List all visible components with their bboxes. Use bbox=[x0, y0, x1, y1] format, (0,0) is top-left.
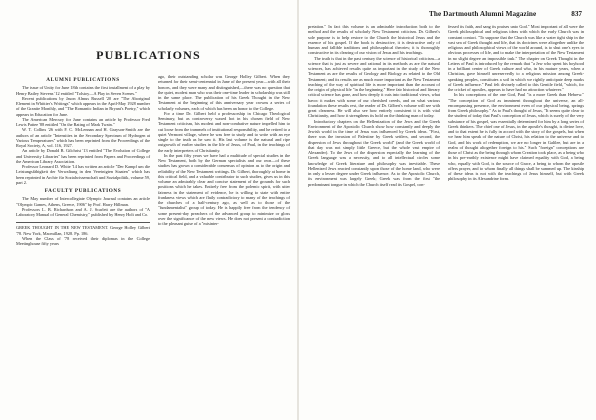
right-column-2 bbox=[448, 24, 584, 182]
paragraph: W. T. Collins '26 with F. C. McLennan and H. Grayson-Smith are the authors of an article "Intensities in the Secondary Spectrum of Hydrogen at Various Temperatures" which has been reprinted from the Proceedings of the Royal Society, A, vol. 116, 1927. bbox=[16, 127, 150, 148]
paragraph: In his conceptions of the one God, Paul "is a more Greek than Hebrew." "The conception of God as imminent throughout the universe, an all-encompassing presence, the environment even of our physical being, springs from Greek philosophy." As to Paul's thought of Jesus, "It seems quite clear to the student of today that Paul's conception of Jesus, which is surely of the very substance of his gospel, was essentially determined for him by a long series of Greek thinkers. The chief one of Jesus, in the apostle's thought, is divine love, and to that extent he is fully in accord with the story of the gospels, but when we hear him speak of the nature of Christ, his relation to the universe and to God, and his work of redemption, we are no longer in Galilee, but are in a realm of thought altogether foreign to his." Such "foreign" conceptions are those of Christ as the being through whom Creation took place, as a being who in his pre-earthly existence might have claimed equality with God, a being who, equally with God, is the source of Grace, a being to whom the apostle offers prayer, and to whom finally all things shall be summed up. The kinship of these ideas is not with the teachings of Jesus himself, but with Greek philosophy in its Alexandrine form. bbox=[448, 92, 584, 182]
paragraph: ago, their outstanding scholar was George Holley Gilbert. When they returned for their semi-centennial in June of the present year—with all their honors, and they were many and distinguished,—there was no question that the quiet, modest man who was their one-time leader in scholarship was still in the same place. The publication of his Greek Thought in the New Testament at the beginning of this anniversary year crowns a series of scholarly volumes, each of which has been an honor to the College. bbox=[158, 74, 290, 111]
left-column-1 bbox=[16, 74, 150, 246]
paragraph: Professor Leonard D. White '14 has written an article "Der Kampf um die Leistungsfähigkeit der Verwaltung in den Vereinigten Staaten" which has been reprinted in Archiv für Sozialwissenschaft und Sozialpolitik, volume 59, part 2. bbox=[16, 164, 150, 185]
paragraph: An article by Donald B. Gilchrist '13 entitled "The Evolution of College and University Libraries" has been reprinted from Papers and Proceedings of the American Library Association. bbox=[16, 148, 150, 164]
page-number: 837 bbox=[571, 10, 582, 18]
section-divider bbox=[16, 222, 150, 223]
paragraph: fessed its faith, and sang its praises unto God." Most important of all were the Greek philosophical and religious ideas with which the early Church was in constant contact. "To suppose that the Church was like a water tight ship in the vast sea of Greek thought and life, that its doctrines were altogether unlike the religious and philosophical views of the world around, is to shut one's eyes to obvious processes of life, and to make the interpretation of the New Testament in no slight degree an impossible task." The chapter on Greek Thought in the Letters of Paul is introduced by the remark that "a Jew who spent his boyhood in a brilliant center of Greek culture and who, in his mature years, when a Christian, gave himself unreservedly to a religious mission among Greek-speaking peoples, constitutes a soil in which we rightly anticipate deep marks of Greek influence." Paul felt divinely called to this Gentile field, "which, for the cricket of apostles, appears to have had no attraction whatever." bbox=[448, 24, 584, 92]
faculty-publications-heading: FACULTY PUBLICATIONS bbox=[44, 188, 122, 194]
paragraph: The May number of Intercollegiate Olympic Journal contains an article "Olympic Games, Athens, Greece, 1906" by Prof. Harry Hillman. bbox=[16, 196, 150, 207]
paragraph: The truth is that in the past century the science of historical criticism—a science that is just as severe and rational in its methods as are the natural sciences, has achieved results quite as important in the study of the New Testament as are the results of Geology and Biology as related to the Old Testament; and its results are as much more important as the New Testament teaching of the way of spiritual life is more important than the account of the origin of physical life "in the beginning." Here fair historical and literary critical science has gone, and how deeply it cuts into traditional views, what havoc it makes with some of our cherished creeds, and on what various foundation these results rest, the reader of Dr. Gilbert's volume will see with great clearness. He will also see how entirely consistent it is with vital Christianity, and how it strengthens its hold on the thinking man of today. bbox=[308, 55, 440, 119]
right-page bbox=[299, 0, 596, 420]
paragraph: For a time Dr. Gilbert held a professorship in Chicago Theological Seminary, but as controversy waxed hot in his chosen field of New Testament criticism, his modest and non-combative nature impelled him to cut loose from the trammels of institutional responsibility, and he retired to a quiet Vermont village, where he was free to study and to write with an eye single to the truth as he saw it. His last volume is the natural and ripe outgrowth of earlier studies in the life of Jesus, of Paul, in the teachings of the early interpreters of Christianity. bbox=[158, 110, 290, 153]
page-title: PUBLICATIONS bbox=[96, 48, 201, 62]
paragraph: The American Mercury for June contains an article by Professor Fred Lewis Pattee '88 entitled "On the Rating of Mark Twain." bbox=[16, 116, 150, 127]
paragraph: pretation." In fact this volume is an admirable introduction both to the method and the results of scholarly New Testament criticism. Dr. Gilbert's sole purpose is to help restore to the Church the historical Jesus and the essence of his gospel. If the book is destructive, it is destructive only of human and fallible traditions and philosophical theories; it is thoroughly constructive in its clearing of our vision of Jesus and his teachings. bbox=[308, 24, 440, 56]
paragraph: Professors L. B. Richardson and A. J. Scarlett are the authors of "A Laboratory Manual of General Chemistry," published by Henry Holt and Co. bbox=[16, 206, 150, 217]
right-column-1 bbox=[308, 24, 440, 187]
left-page bbox=[0, 0, 297, 420]
paragraph: In the past fifty years we have had a multitude of special studies in the New Testament, both by the German specialists and our own—of these studies has grown a considerable consensus of opinion as to the origin and reliability of the New Testament writings. Dr. Gilbert, thoroughly at home in this critical field, and a valuable contributor to such studies, gives us in this volume an admirably clear and concise statement of the grounds for such positions which he takes. Entirely free from the polemic spirit, with utter fairness in the statement of evidence, he is willing to state with entire frankness views which are flatly contradictory to many of the teachings of the churches of a half-century ago, as well as to those of the "fundamentalist" group of today. He is happily free from the tendency of some present-day preachers of the advanced group to minimize or gloss over the significance of the new views. He does not present a contradiction to the pleasant guise of a "misinter- bbox=[158, 152, 290, 226]
paragraph: Introductory chapters on the Hellenization of the Jews and the Greek Environment of the Apostolic Church show how constantly and deeply the Jewish world in the time of Jesus was influenced by Greek ideas. "First, there was the invasion of Palestine by Greek settlers, and second, the dispersion of Jews throughout the Greek world" (and the Greek world of that day was not simply little Greece, but the whole vast empire of Alexander). To the Jews of the dispersion especially the learning of the Greek language was a necessity, and to all intellectual circles some knowledge of Greek literature and philosophy was inevitable. These Hellenized Jews reacted constantly upon those of the home land, who were in only a lesser degree under Greek influence. As to the Apostolic Church, its environment was largely Greek; Greek was from the first "the predominant tongue in which the Church itself read its Gospel, con- bbox=[308, 118, 440, 187]
left-column-2 bbox=[158, 74, 290, 226]
paragraph: The issue of Unity for June 18th contains the first installment of a play by Henry Bailey Stevens '12 entitled "Tolstoy—A Play in Seven Scenes." bbox=[16, 85, 150, 96]
running-head bbox=[313, 10, 588, 22]
magazine-title: The Dartmouth Alumni Magazine bbox=[429, 10, 537, 18]
alumni-publications-heading: ALUMNI PUBLICATIONS bbox=[46, 77, 120, 83]
book-review-entry: GREEK THOUGHT IN THE NEW TESTAMENT. George Holley Gilbert '78. New York, Macmillan, 1928. Pp. 186. bbox=[16, 225, 150, 236]
paragraph: When the Class of '78 received their diplomas in the College Meetinghouse fifty years bbox=[16, 235, 150, 246]
paragraph: Recent publications by Jason Almus Russell '20 are "The Aboriginal Element in Whittier's Writings" which appears in the April-May 1928 number of the Granite Monthly, and "The Romantic Indian in Bryant's Poetry," which appears in Education for June. bbox=[16, 95, 150, 117]
